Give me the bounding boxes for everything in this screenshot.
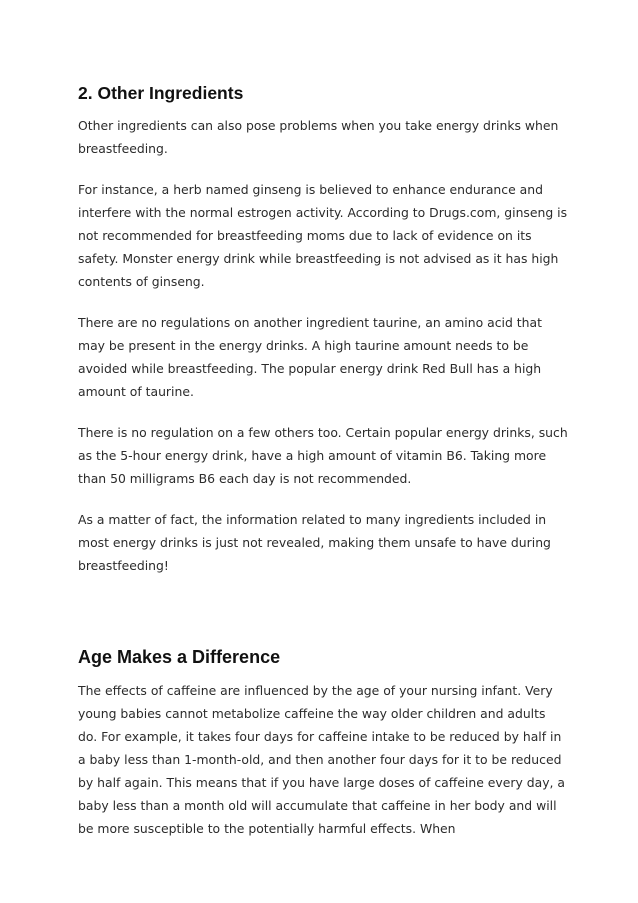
article-body xyxy=(78,82,568,840)
paragraph: As a matter of fact, the information related to many ingredients included in most energy drinks is just not revealed, making them unsafe to have during breastfeeding! xyxy=(78,512,551,573)
paragraph: There is no regulation on a few others too. Certain popular energy drinks, such as the 5-hour energy drink, have a high amount of vitamin B6. Taking more than 50 milligrams B6 each day is not recommended. xyxy=(78,425,568,486)
section-heading-other-ingredients: 2. Other Ingredients xyxy=(78,83,244,103)
paragraph: There are no regulations on another ingredient taurine, an amino acid that may be present in the energy drinks. A high taurine amount needs to be avoided while breastfeeding. The popular energy drink Red Bull has a high amount of taurine. xyxy=(78,315,542,399)
paragraph: The effects of caffeine are influenced by the age of your nursing infant. Very young babies cannot metabolize caffeine the way older children and adults do. For example, it takes four days for caffeine intake to be reduced by half in a baby less than 1-month-old, and then another four days for it to be reduced by half again. This means that if you have large doses of caffeine every day, a baby less than a month old will accumulate that caffeine in her body and will be more susceptible to the potentially harmful effects. When xyxy=(78,683,565,836)
paragraph: For instance, a herb named ginseng is believed to enhance endurance and interfere with the normal estrogen activity. According to Drugs.com, ginseng is not recommended for breastfeeding moms due to lack of evidence on its safety. Monster energy drink while breastfeeding is not advised as it has high contents of ginseng. xyxy=(78,182,568,289)
section-heading-age-makes-a-difference: Age Makes a Difference xyxy=(78,647,281,667)
paragraph: Other ingredients can also pose problems when you take energy drinks when breastfeeding. xyxy=(78,118,559,156)
